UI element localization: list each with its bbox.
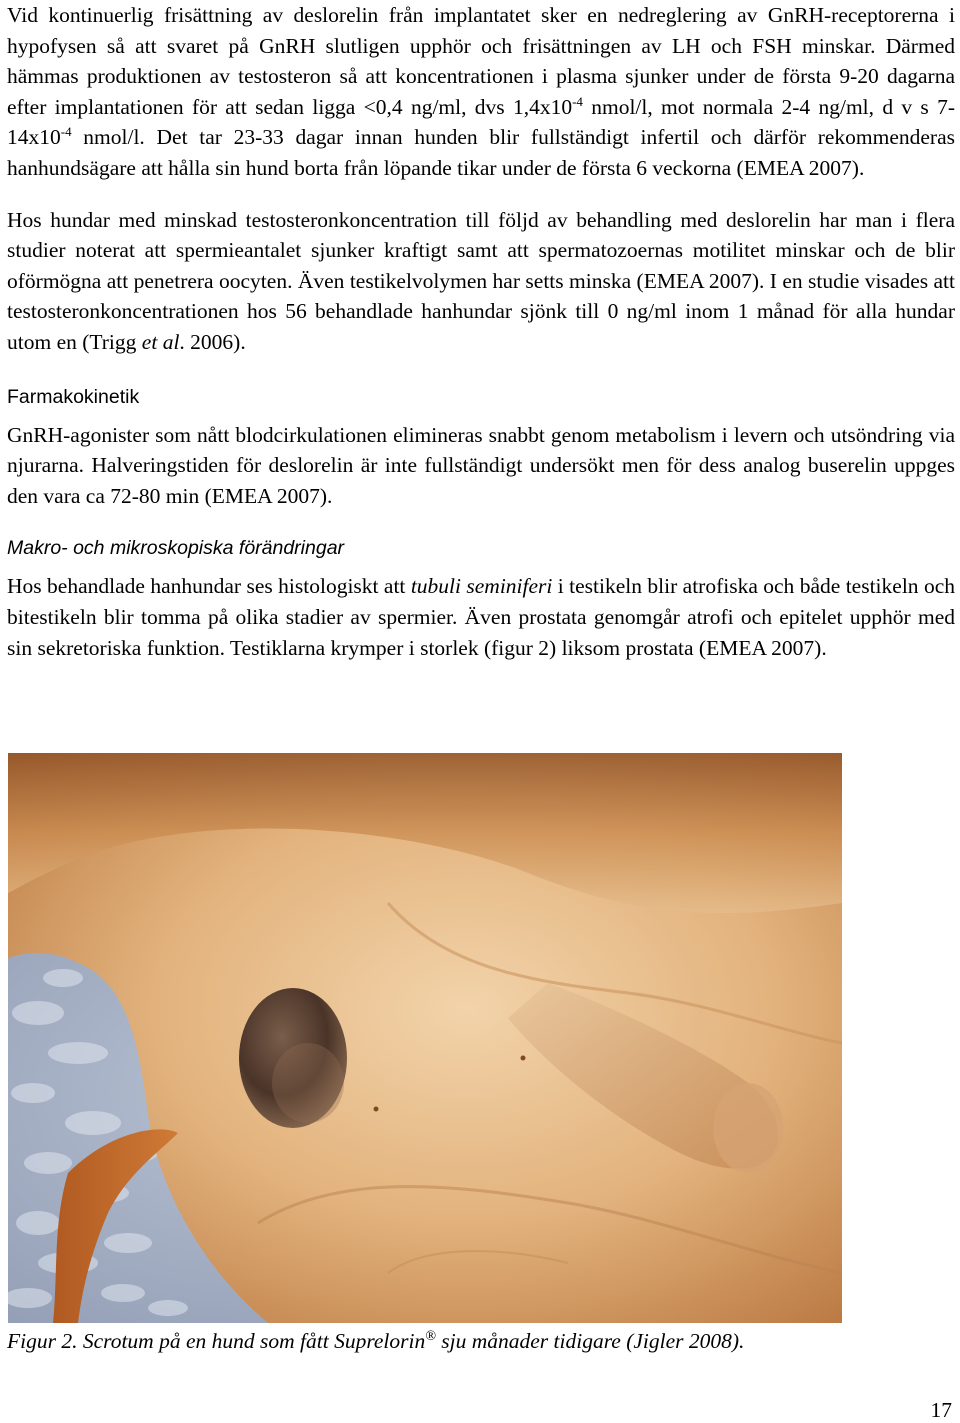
paragraph-text: nmol/l. Det tar 23-33 dagar innan hunden blir fullständigt infertil och därför rekommenderas hanhundsägare att hålla sin hund borta från löpande tikar under de första 6 veckorna (EMEA 2007).	[7, 125, 955, 180]
paragraph-text: i testikeln blir atrofiska och både testikeln och bitestikeln blir tomma på olika stadier av spermier. Även prostata genomgår atrofi och epitelet upphör med sin sekretoriska funktion. Testiklarna krymper i storlek (figur 2) liksom prostata (EMEA 2007).	[7, 574, 955, 660]
page-number: 17	[930, 1398, 952, 1422]
paragraph-gnrh-downregulation	[7, 0, 955, 184]
photo-illustration	[8, 753, 842, 1323]
italic-text: tubuli seminiferi	[410, 574, 553, 599]
paragraph-text: Vid kontinuerlig frisättning av deslorelin från implantatet sker en nedreglering av GnRH-receptorerna i hypofysen så att svaret på GnRH slutligen upphör och frisättningen av LH och FSH minskar. Därmed hämmas produktionen av testosteron så att koncentrationen i plasma sjunker under de första 9-20 dagarna efter implantationen för att sedan ligga <0,4 ng/ml, dvs 1,4x10	[7, 3, 955, 119]
paragraph-text: Hos hundar med minskad testosteronkoncentration till följd av behandling med deslorelin har man i flera studier noterat att spermieantalet sjunker kraftigt samt att spermatozoernas motilitet minskar och de blir oförmögna att penetrera oocyten. Även testikelvolymen har setts minska (EMEA 2007). I en studie visades att testosteronkoncentrationen hos 56 behandlade hanhundar sjönk till 0 ng/ml inom 1 månad för alla hundar utom en (Trigg	[7, 207, 955, 354]
superscript: -4	[572, 93, 583, 109]
figure-photo-scrotum	[8, 753, 842, 1323]
document-page	[7, 0, 955, 663]
heading-changes: Makro- och mikroskopiska förändringar	[7, 537, 345, 560]
nipple	[374, 1107, 379, 1112]
italic-text: et al	[141, 329, 180, 354]
paragraph-testosterone-effects	[7, 205, 955, 358]
prepuce-tip	[713, 1083, 783, 1173]
caption-text: sju månader tidigare (Jigler 2008).	[435, 1329, 745, 1353]
caption-text: Figur 2. Scrotum på en hund som fått Suprelorin	[7, 1329, 426, 1353]
paragraph-text: . 2006).	[179, 329, 246, 354]
superscript: -4	[60, 124, 72, 140]
paragraph-text: nmol/l, mot normala 2-4 ng/ml, d v s 7-14x10	[7, 94, 955, 150]
registered-mark: ®	[425, 1328, 436, 1344]
scrotum-highlight	[272, 1043, 344, 1123]
paragraph-text: Hos behandlade hanhundar ses histologiskt att	[7, 574, 411, 599]
paragraph-pharmacokinetics: GnRH-agonister som nått blodcirkulationen elimineras snabbt genom metabolism i levern och utsöndring via njurarna. Halveringstiden för deslorelin är inte fullständigt undersökt men för dess analog buserelin uppges den vara ca 72-80 min (EMEA 2007).	[7, 422, 955, 508]
nipple	[521, 1056, 526, 1061]
figure-caption	[7, 1327, 744, 1355]
heading-farmakokinetik: Farmakokinetik	[7, 385, 140, 408]
paragraph-histology	[7, 571, 955, 663]
